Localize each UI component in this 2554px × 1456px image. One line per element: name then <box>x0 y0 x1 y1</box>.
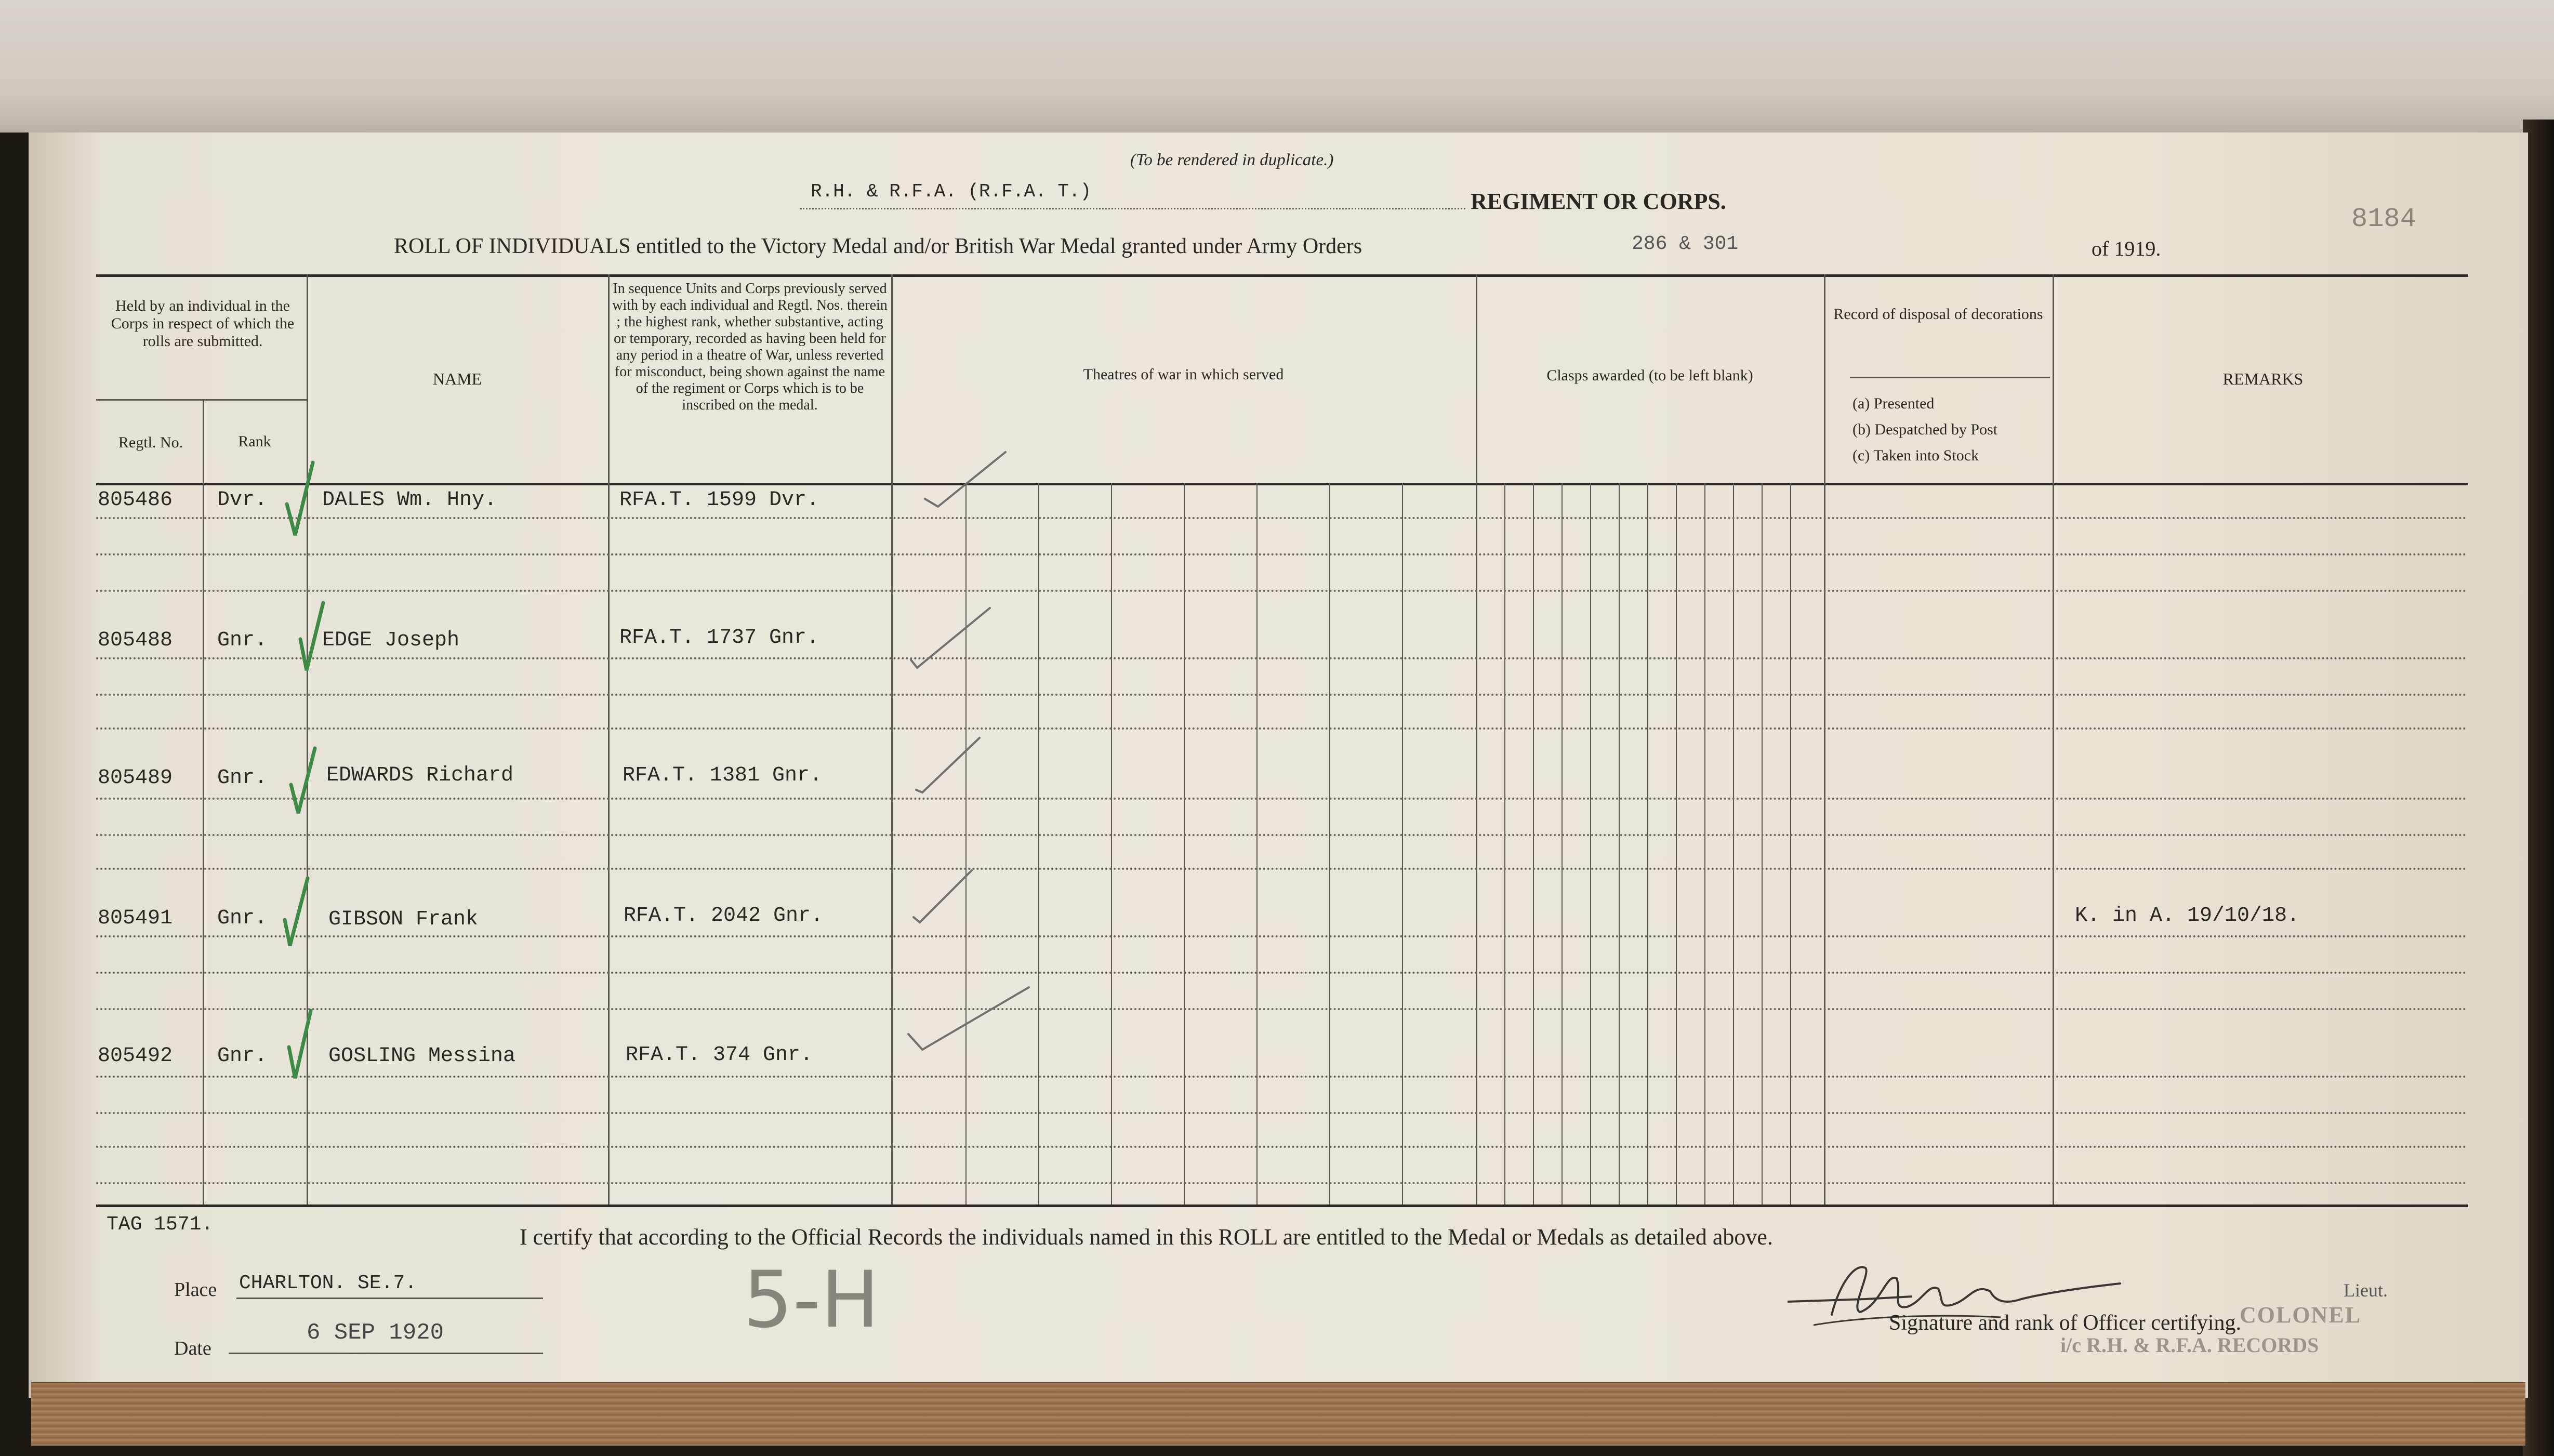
name-header: NAME <box>432 369 482 388</box>
unit-designation: R.H. & R.F.A. (R.F.A. T.) <box>811 181 1092 202</box>
ruling-line <box>96 657 2468 659</box>
entry-remarks: K. in A. 19/10/18. <box>2075 904 2300 928</box>
entry-rank: Gnr. <box>217 629 268 652</box>
date-value: 6 SEP 1920 <box>307 1320 444 1346</box>
theatres-header: Theatres of war in which served <box>1083 366 1284 383</box>
ruling-line <box>96 1008 2468 1010</box>
green-check-icon <box>286 738 327 821</box>
ruling-line <box>96 517 2468 519</box>
ruling-line <box>96 798 2468 800</box>
page-edges <box>31 1382 2525 1446</box>
pencil-note: 5-H <box>743 1255 880 1345</box>
entry-regtl-no: 805489 <box>98 766 173 790</box>
record-disposal-header: Record of disposal of decorations <box>1833 306 2043 323</box>
ruling-line <box>96 727 2468 730</box>
officer-rank: Lieut. <box>2344 1280 2388 1301</box>
roll-title: ROLL OF INDIVIDUALS entitled to the Victory Medal and/or British War Medal granted under Army Orders <box>394 234 1362 258</box>
green-check-icon <box>296 598 338 681</box>
pencil-check-icon <box>904 982 1039 1060</box>
col-divider-name <box>608 274 610 1204</box>
regiment-label: REGIMENT OR CORPS. <box>1471 189 1726 214</box>
unit-underline <box>800 208 1465 209</box>
disposal-divider <box>1850 377 2050 378</box>
date-label: Date <box>174 1338 211 1359</box>
disposal-despatched: (b) Despatched by Post <box>1852 421 1998 438</box>
ruling-line <box>96 1182 2468 1184</box>
disposal-stock: (c) Taken into Stock <box>1852 447 1979 464</box>
previous-page-edge <box>0 0 2554 133</box>
ruling-line <box>96 1112 2468 1114</box>
entry-unit: RFA.T. 374 Gnr. <box>626 1043 813 1067</box>
stamp-colonel: COLONEL <box>2240 1302 2362 1328</box>
col-divider-clasps <box>1824 274 1825 1204</box>
ruling-line <box>96 972 2468 974</box>
ruling-line <box>96 1146 2468 1148</box>
ruling-line <box>96 834 2468 836</box>
green-check-icon <box>275 873 317 956</box>
pencil-check-icon <box>920 447 1013 514</box>
entry-name: GOSLING Messina <box>328 1044 516 1068</box>
entry-unit: RFA.T. 1381 Gnr. <box>623 764 823 787</box>
folio-number: 8184 <box>2351 204 2416 234</box>
entry-name: GIBSON Frank <box>328 908 479 931</box>
entry-name: EDGE Joseph <box>322 629 460 652</box>
tag-number: TAG 1571. <box>107 1213 214 1236</box>
ruling-line <box>96 1076 2468 1078</box>
signature-label: Signature and rank of Officer certifying. <box>1889 1311 2241 1335</box>
regtl-no-header: Regtl. No. <box>118 434 183 451</box>
entry-regtl-no: 805492 <box>98 1044 173 1068</box>
rank-header: Rank <box>238 433 271 450</box>
entry-regtl-no: 805486 <box>98 488 173 512</box>
entry-regtl-no: 805488 <box>98 629 173 652</box>
certification-text: I certify that according to the Official Records the individuals named in this ROLL are entitled to the Medal or Medals as detailed above. <box>520 1224 1773 1250</box>
entry-rank: Gnr. <box>217 766 268 790</box>
entry-rank: Gnr. <box>217 907 268 930</box>
year-label: of 1919. <box>2092 237 2161 260</box>
ruling-line <box>96 553 2468 555</box>
place-underline <box>236 1298 543 1299</box>
pencil-check-icon <box>912 733 995 805</box>
col-divider-disposal <box>2053 274 2054 1204</box>
ruling-line <box>96 935 2468 937</box>
entry-rank: Gnr. <box>217 1044 268 1068</box>
entry-rank: Dvr. <box>217 488 268 512</box>
date-underline <box>229 1353 543 1354</box>
ruling-line <box>96 694 2468 696</box>
col-divider-theatres <box>1476 274 1477 1204</box>
place-label: Place <box>174 1279 217 1301</box>
stamp-records: i/c R.H. & R.F.A. RECORDS <box>2060 1333 2319 1357</box>
ruling-line <box>96 590 2468 592</box>
held-by-header: Held by an individual in the Corps in respect of which the rolls are submitted. <box>111 297 295 350</box>
green-check-icon <box>281 1005 322 1089</box>
disposal-presented: (a) Presented <box>1852 395 1935 412</box>
entry-name: DALES Wm. Hny. <box>322 488 497 512</box>
held-by-divider <box>96 399 307 401</box>
pencil-check-icon <box>907 603 1000 676</box>
entry-unit: RFA.T. 1599 Dvr. <box>619 488 819 512</box>
pencil-check-icon <box>909 865 993 933</box>
entry-unit: RFA.T. 1737 Gnr. <box>619 626 819 650</box>
table-bottom-border <box>96 1204 2468 1207</box>
remarks-header: REMARKS <box>2222 369 2304 388</box>
entry-regtl-no: 805491 <box>98 907 173 930</box>
duplicate-note: (To be rendered in duplicate.) <box>1130 151 1334 169</box>
entry-unit: RFA.T. 2042 Gnr. <box>624 904 824 928</box>
clasps-header: Clasps awarded (to be left blank) <box>1546 367 1753 384</box>
col-divider-regtl <box>203 399 204 1204</box>
green-check-icon <box>281 457 322 540</box>
army-orders: 286 & 301 <box>1632 233 1739 255</box>
table-top-border <box>96 274 2468 277</box>
header-bottom-border <box>96 483 2468 485</box>
place-value: CHARLTON. SE.7. <box>239 1272 417 1294</box>
col-divider-units <box>891 274 893 1204</box>
entry-name: EDWARDS Richard <box>326 764 514 787</box>
units-header: In sequence Units and Corps previously served with by each individual and Regtl. Nos. therein ; the highest rank, whether substantive, acting or temporary, recorded as having been held for any period in a theatre of War, unless reverted for misconduct, being shown against the name of the regiment or Corps which is to be inscribed on the medal. <box>612 281 888 413</box>
ruling-line <box>96 868 2468 870</box>
